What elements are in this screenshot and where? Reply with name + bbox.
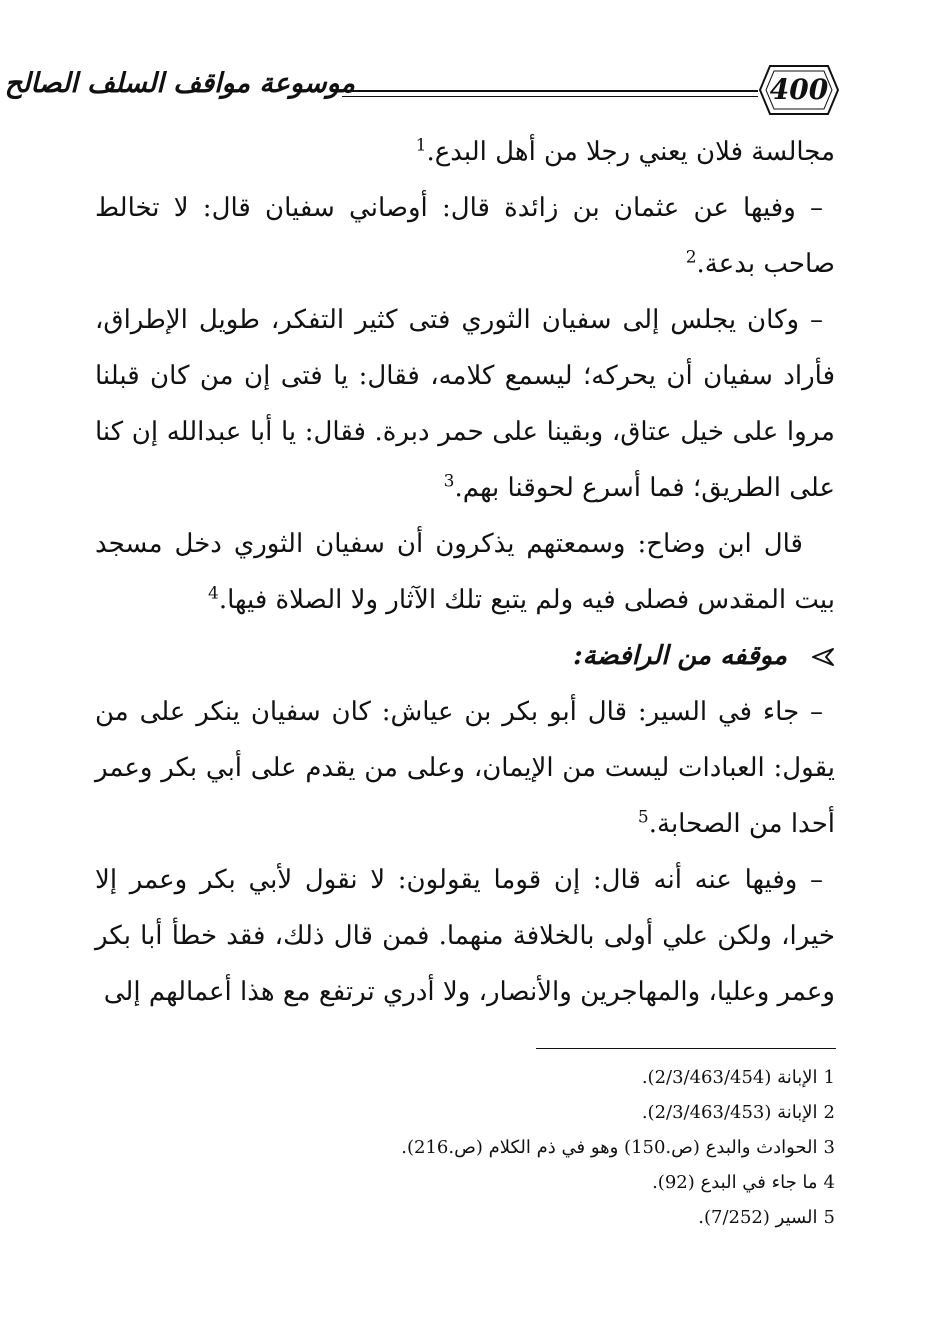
paragraph (95, 516, 835, 628)
page-header (4, 62, 840, 118)
footnote-item (380, 1060, 835, 1095)
footnote-text: السير (7/252). (698, 1207, 818, 1228)
header-rule (342, 90, 758, 92)
footnote-ref[interactable]: 2 (685, 247, 697, 268)
footnote-text: ما جاء في البدع (92). (652, 1172, 818, 1193)
footnote-separator (536, 1048, 836, 1049)
footnote-ref[interactable]: 4 (208, 583, 219, 604)
paragraph-text: – وفيها عنه أنه قال: إن قوما يقولون: لا نقول لأبي بكر وعمر إلا خيرا، ولكن علي أولى بالخلافة منهما. فمن قال ذلك، فقد خطأ أبا بكر وعمر وعليا، والمهاجرين والأنصار، ولا أدري ترتفع مع هذا أعمالهم إلى (95, 865, 835, 1007)
arrowhead-icon (809, 647, 835, 667)
footnote-text: الإبانة (2/3/463/453). (641, 1102, 818, 1123)
footnote-number: 3 (823, 1137, 835, 1158)
paragraph (95, 180, 835, 292)
paragraph-text: مجالسة فلان يعني رجلا من أهل البدع. (426, 137, 835, 167)
footnote-item (380, 1200, 835, 1235)
footnote-number: 4 (823, 1172, 835, 1193)
footnote-item (380, 1095, 835, 1130)
paragraph-text: – وكان يجلس إلى سفيان الثوري فتى كثير التفكر، طويل الإطراق، فأراد سفيان أن يحركه؛ ليسمع كلامه، فقال: يا فتى إن من كان قبلنا مروا على خيل عتاق، وبقينا على حمر دبرة. فقال: يا أبا عبدالله إن كنا على الطريق؛ فما أسرع لحوقنا بهم. (95, 305, 835, 503)
footnote-text: الحوادث والبدع (ص.150) وهو في ذم الكلام (ص.216). (401, 1137, 818, 1158)
footnotes (380, 1060, 835, 1235)
footnote-ref[interactable]: 1 (415, 135, 427, 156)
footnote-item (380, 1130, 835, 1165)
header-rule-thin (342, 96, 758, 97)
footnote-text: الإبانة (2/3/463/454). (641, 1067, 818, 1088)
footnote-ref[interactable]: 3 (443, 471, 455, 492)
paragraph-text: قال ابن وضاح: وسمعتهم يذكرون أن سفيان الثوري دخل مسجد بيت المقدس فصلى فيه ولم يتبع تلك الآثار ولا الصلاة فيها. (95, 529, 835, 615)
footnote-ref[interactable]: 5 (637, 807, 649, 828)
series-title: موسوعة مواقف السلف الصالح (4, 68, 355, 99)
main-text (95, 124, 835, 1020)
footnote-item (380, 1165, 835, 1200)
section-heading: موقفه من الرافضة: (573, 641, 787, 671)
page-number: 400 (769, 73, 829, 106)
footnote-number: 1 (823, 1067, 835, 1088)
footnote-number: 2 (823, 1102, 835, 1123)
footnote-number: 5 (823, 1207, 835, 1228)
paragraph (95, 124, 835, 180)
paragraph (95, 292, 835, 516)
paragraph (95, 684, 835, 852)
page-number-badge (756, 62, 842, 118)
paragraph (95, 852, 835, 1020)
paragraph-text: – وفيها عن عثمان بن زائدة قال: أوصاني سفيان قال: لا تخالط صاحب بدعة. (95, 193, 835, 279)
section-heading-line (95, 628, 835, 684)
paragraph-text: – جاء في السير: قال أبو بكر بن عياش: كان سفيان ينكر على من يقول: العبادات ليست من الإيمان، وعلى من يقدم على أبي بكر وعمر أحدا من الصحابة. (95, 697, 835, 839)
